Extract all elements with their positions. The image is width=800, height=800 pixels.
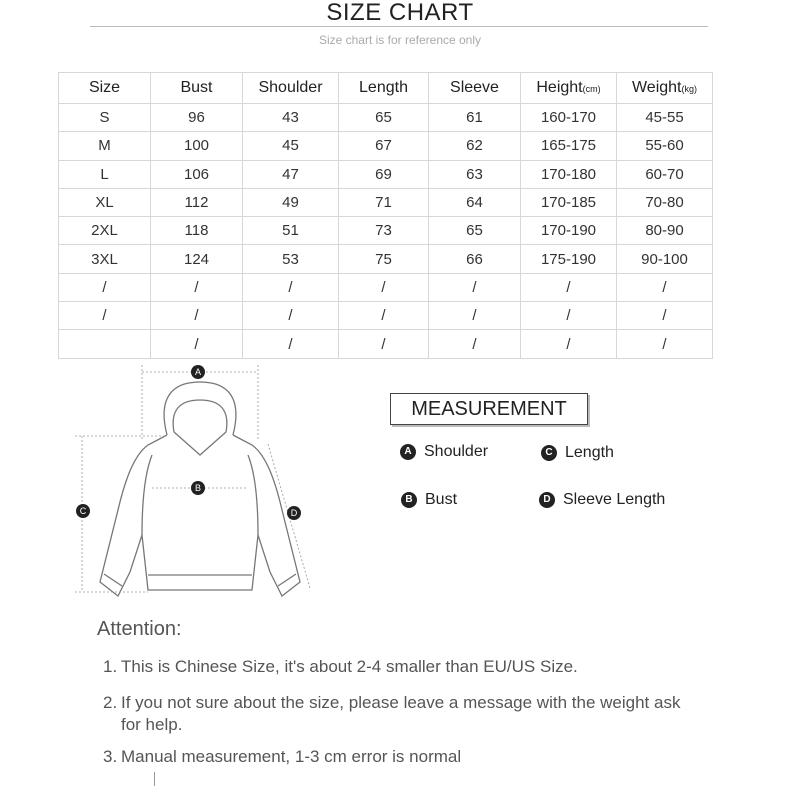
table-cell: / [521,330,617,358]
svg-text:A: A [194,367,202,377]
marker-b [191,481,205,495]
text-cursor [154,772,155,786]
table-cell: 61 [429,104,521,132]
table-cell: / [243,330,339,358]
table-cell: 67 [339,132,429,160]
table-cell: 100 [151,132,243,160]
table-cell: 66 [429,245,521,273]
table-cell: 43 [243,104,339,132]
legend-label-bust: Bust [425,491,458,508]
page-title: SIZE CHART [326,0,474,26]
hoodie-drawing [70,360,330,620]
note-text: This is Chinese Size, it's about 2-4 smaller than EU/US Size. [121,657,578,676]
col-header-weight [617,73,713,104]
table-row [59,188,713,216]
table-cell: S [59,104,151,132]
height-unit: (cm) [582,84,601,94]
table-cell: 3XL [59,245,151,273]
note-number: 2. [103,693,118,712]
table-row [59,302,713,330]
table-cell: / [59,302,151,330]
table-row [59,245,713,273]
weight-unit: (kg) [681,84,697,94]
hoodie-diagram [70,360,330,620]
svg-text:C: C [79,506,87,516]
table-cell: / [521,273,617,301]
table-cell: / [339,302,429,330]
table-row [59,160,713,188]
table-cell: 47 [243,160,339,188]
col-header-length: Length [339,73,429,104]
table-cell: 170-190 [521,217,617,245]
col-header-height [521,73,617,104]
table-cell: 96 [151,104,243,132]
note-number: 1. [103,657,118,676]
marker-a [191,365,205,379]
table-cell: 45-55 [617,104,713,132]
legend-label-shoulder: Shoulder [424,443,489,460]
legend-badge-b: B [401,492,417,508]
note-text: Manual measurement, 1-3 cm error is normal [121,747,462,766]
legend-badge-a: A [400,444,416,460]
note-number: 3. [103,747,118,766]
table-cell: 106 [151,160,243,188]
table-cell: 70-80 [617,188,713,216]
table-cell: / [151,330,243,358]
table-cell [59,330,151,358]
note-text: If you not sure about the size, please leave a message with the weight ask for help. [121,693,681,734]
table-cell: / [339,273,429,301]
note-1 [103,656,703,678]
table-cell: / [617,273,713,301]
col-header-size: Size [59,73,151,104]
table-cell: 175-190 [521,245,617,273]
table-cell: 160-170 [521,104,617,132]
table-cell: 64 [429,188,521,216]
col-header-shoulder: Shoulder [243,73,339,104]
table-cell: / [429,273,521,301]
size-table [58,72,713,359]
table-cell: 51 [243,217,339,245]
table-cell: 90-100 [617,245,713,273]
legend-sleeve-length [539,491,665,509]
table-cell: 124 [151,245,243,273]
table-cell: / [59,273,151,301]
weight-label: Weight [631,79,682,96]
table-row [59,330,713,358]
table-cell: 75 [339,245,429,273]
table-cell: 165-175 [521,132,617,160]
table-cell: 73 [339,217,429,245]
height-label: Height [536,79,583,96]
table-cell: / [243,302,339,330]
table-cell: / [617,302,713,330]
legend-shoulder [400,443,488,461]
col-header-sleeve: Sleeve [429,73,521,104]
table-cell: / [617,330,713,358]
svg-text:B: B [194,483,202,493]
table-cell: / [151,273,243,301]
attention-heading: Attention: [97,618,182,640]
legend-badge-c: C [541,445,557,461]
table-cell: 60-70 [617,160,713,188]
table-cell: / [243,273,339,301]
legend-badge-d: D [539,492,555,508]
measurement-title: MEASUREMENT [390,393,588,425]
table-cell: / [429,330,521,358]
table-header-row [59,73,713,104]
table-cell: 55-60 [617,132,713,160]
legend-label-sleeve-length: Sleeve Length [563,491,666,508]
table-cell: 170-180 [521,160,617,188]
legend-bust [401,491,457,509]
marker-c [76,504,90,518]
table-cell: L [59,160,151,188]
page-subtitle: Size chart is for reference only [318,33,482,47]
note-3 [103,746,703,768]
col-header-bust: Bust [151,73,243,104]
table-cell: 69 [339,160,429,188]
table-cell: 2XL [59,217,151,245]
table-cell: / [521,302,617,330]
table-row [59,217,713,245]
table-cell: 45 [243,132,339,160]
table-row [59,104,713,132]
table-cell: 65 [339,104,429,132]
table-cell: 53 [243,245,339,273]
table-cell: 112 [151,188,243,216]
table-cell: XL [59,188,151,216]
table-cell: 118 [151,217,243,245]
table-cell: / [339,330,429,358]
table-cell: 170-185 [521,188,617,216]
table-cell: 80-90 [617,217,713,245]
table-cell: / [429,302,521,330]
table-cell: 63 [429,160,521,188]
table-cell: 71 [339,188,429,216]
table-row [59,273,713,301]
title-divider [90,26,708,27]
table-cell: 65 [429,217,521,245]
table-cell: M [59,132,151,160]
table-row [59,132,713,160]
svg-text:D: D [290,508,298,518]
legend-label-length: Length [565,444,614,461]
note-2 [103,692,681,736]
table-cell: 49 [243,188,339,216]
marker-d [287,506,301,520]
table-cell: / [151,302,243,330]
table-cell: 62 [429,132,521,160]
legend-length [541,444,614,462]
